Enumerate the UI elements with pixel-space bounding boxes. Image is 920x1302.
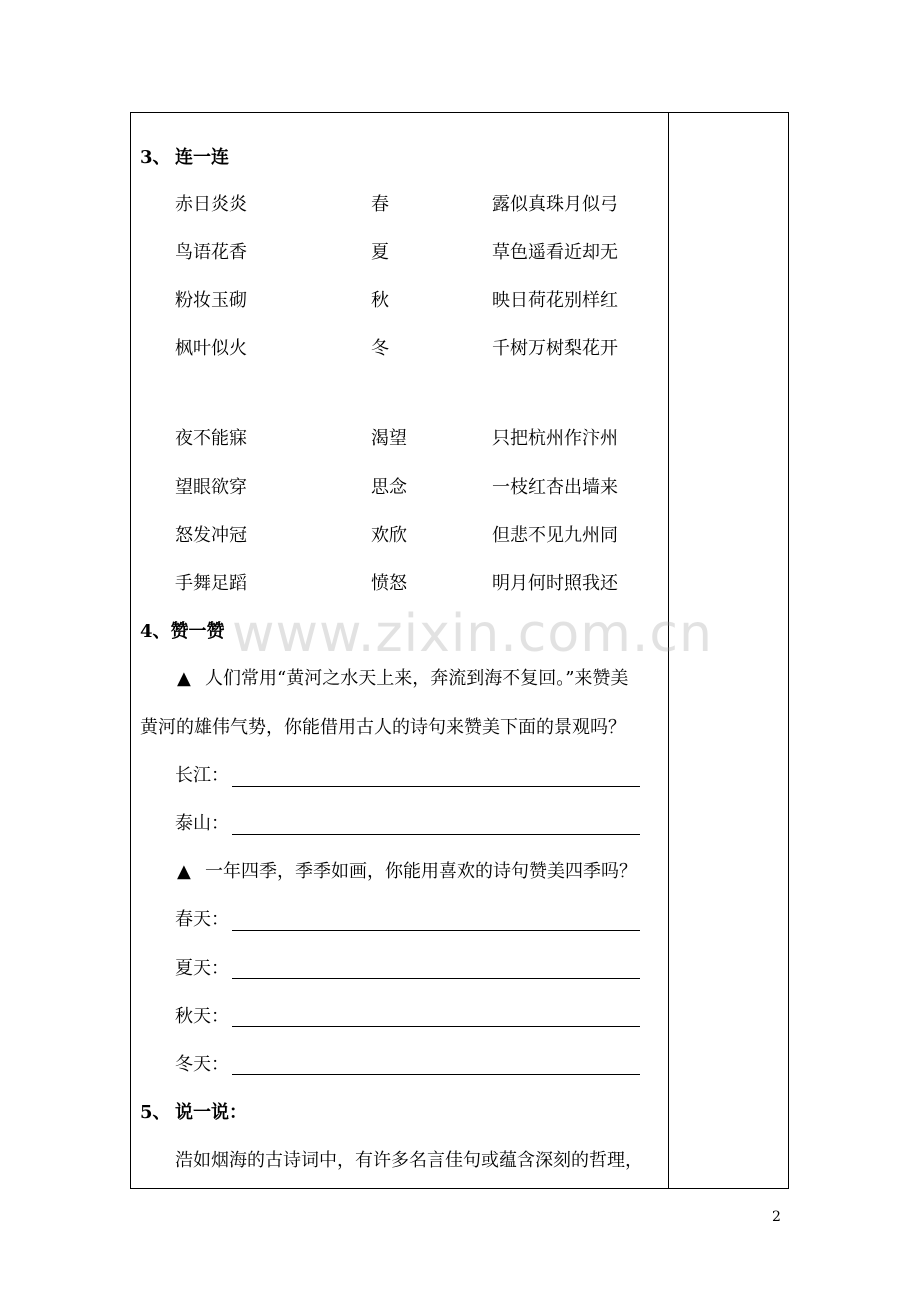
match-phrase: 赤日炎炎 (175, 194, 247, 215)
watermark: www.zixin.com.cn (232, 604, 713, 664)
field-label-autumn: 秋天： (175, 1006, 229, 1027)
match-phrase: 怒发冲冠 (175, 525, 247, 546)
match-poem-line: 映日荷花别样红 (492, 290, 618, 311)
page-number: 2 (772, 1209, 781, 1225)
match-poem-line: 露似真珠月似弓 (492, 194, 618, 215)
match-poem-line: 但悲不见九州同 (492, 525, 618, 546)
section5-body: 浩如烟海的古诗词中，有许多名言佳句或蕴含深刻的哲理， (175, 1150, 643, 1171)
match-word: 渴望 (371, 428, 407, 449)
field-label-summer: 夏天： (175, 958, 229, 979)
match-poem-line: 千树万树梨花开 (492, 338, 618, 359)
match-word: 夏 (371, 242, 389, 263)
section3-heading: 连一连 (175, 147, 229, 168)
triangle-bullet-icon: ▲ (177, 668, 191, 689)
match-word: 愤怒 (371, 573, 407, 594)
field-label-changjiang: 长江： (175, 765, 229, 786)
match-phrase: 夜不能寐 (175, 428, 247, 449)
section5-number: 5、 (140, 1102, 171, 1123)
match-phrase: 枫叶似火 (175, 338, 247, 359)
answer-blank-summer[interactable] (232, 978, 640, 979)
match-word: 春 (371, 194, 389, 215)
match-poem-line: 明月何时照我还 (492, 573, 618, 594)
match-phrase: 手舞足蹈 (175, 573, 247, 594)
field-label-taishan: 泰山： (175, 813, 229, 834)
match-poem-line: 一枝红杏出墙来 (492, 477, 618, 498)
match-phrase: 粉妆玉砌 (175, 290, 247, 311)
field-label-winter: 冬天： (175, 1054, 229, 1075)
match-phrase: 鸟语花香 (175, 242, 247, 263)
prompt-text: 黄河的雄伟气势，你能借用古人的诗句来赞美下面的景观吗？ (140, 717, 626, 738)
answer-blank-taishan[interactable] (232, 834, 640, 835)
match-poem-line: 只把杭州作汴州 (492, 428, 618, 449)
field-label-spring: 春天： (175, 909, 229, 930)
answer-blank-spring[interactable] (232, 930, 640, 931)
prompt-text: 一年四季，季季如画，你能用喜欢的诗句赞美四季吗？ (205, 861, 637, 882)
match-word: 秋 (371, 290, 389, 311)
triangle-bullet-icon: ▲ (177, 861, 191, 882)
answer-blank-winter[interactable] (232, 1074, 640, 1075)
answer-blank-changjiang[interactable] (232, 786, 640, 787)
section3-number: 3、 (140, 147, 171, 168)
match-word: 冬 (371, 338, 389, 359)
section4-heading: 4、赞一赞 (140, 621, 225, 642)
match-phrase: 望眼欲穿 (175, 477, 247, 498)
answer-blank-autumn[interactable] (232, 1026, 640, 1027)
section5-heading: 说一说： (175, 1102, 247, 1123)
match-word: 思念 (371, 477, 407, 498)
match-word: 欢欣 (371, 525, 407, 546)
prompt-text: 人们常用“黄河之水天上来，奔流到海不复回。”来赞美 (205, 668, 629, 689)
match-poem-line: 草色遥看近却无 (492, 242, 618, 263)
